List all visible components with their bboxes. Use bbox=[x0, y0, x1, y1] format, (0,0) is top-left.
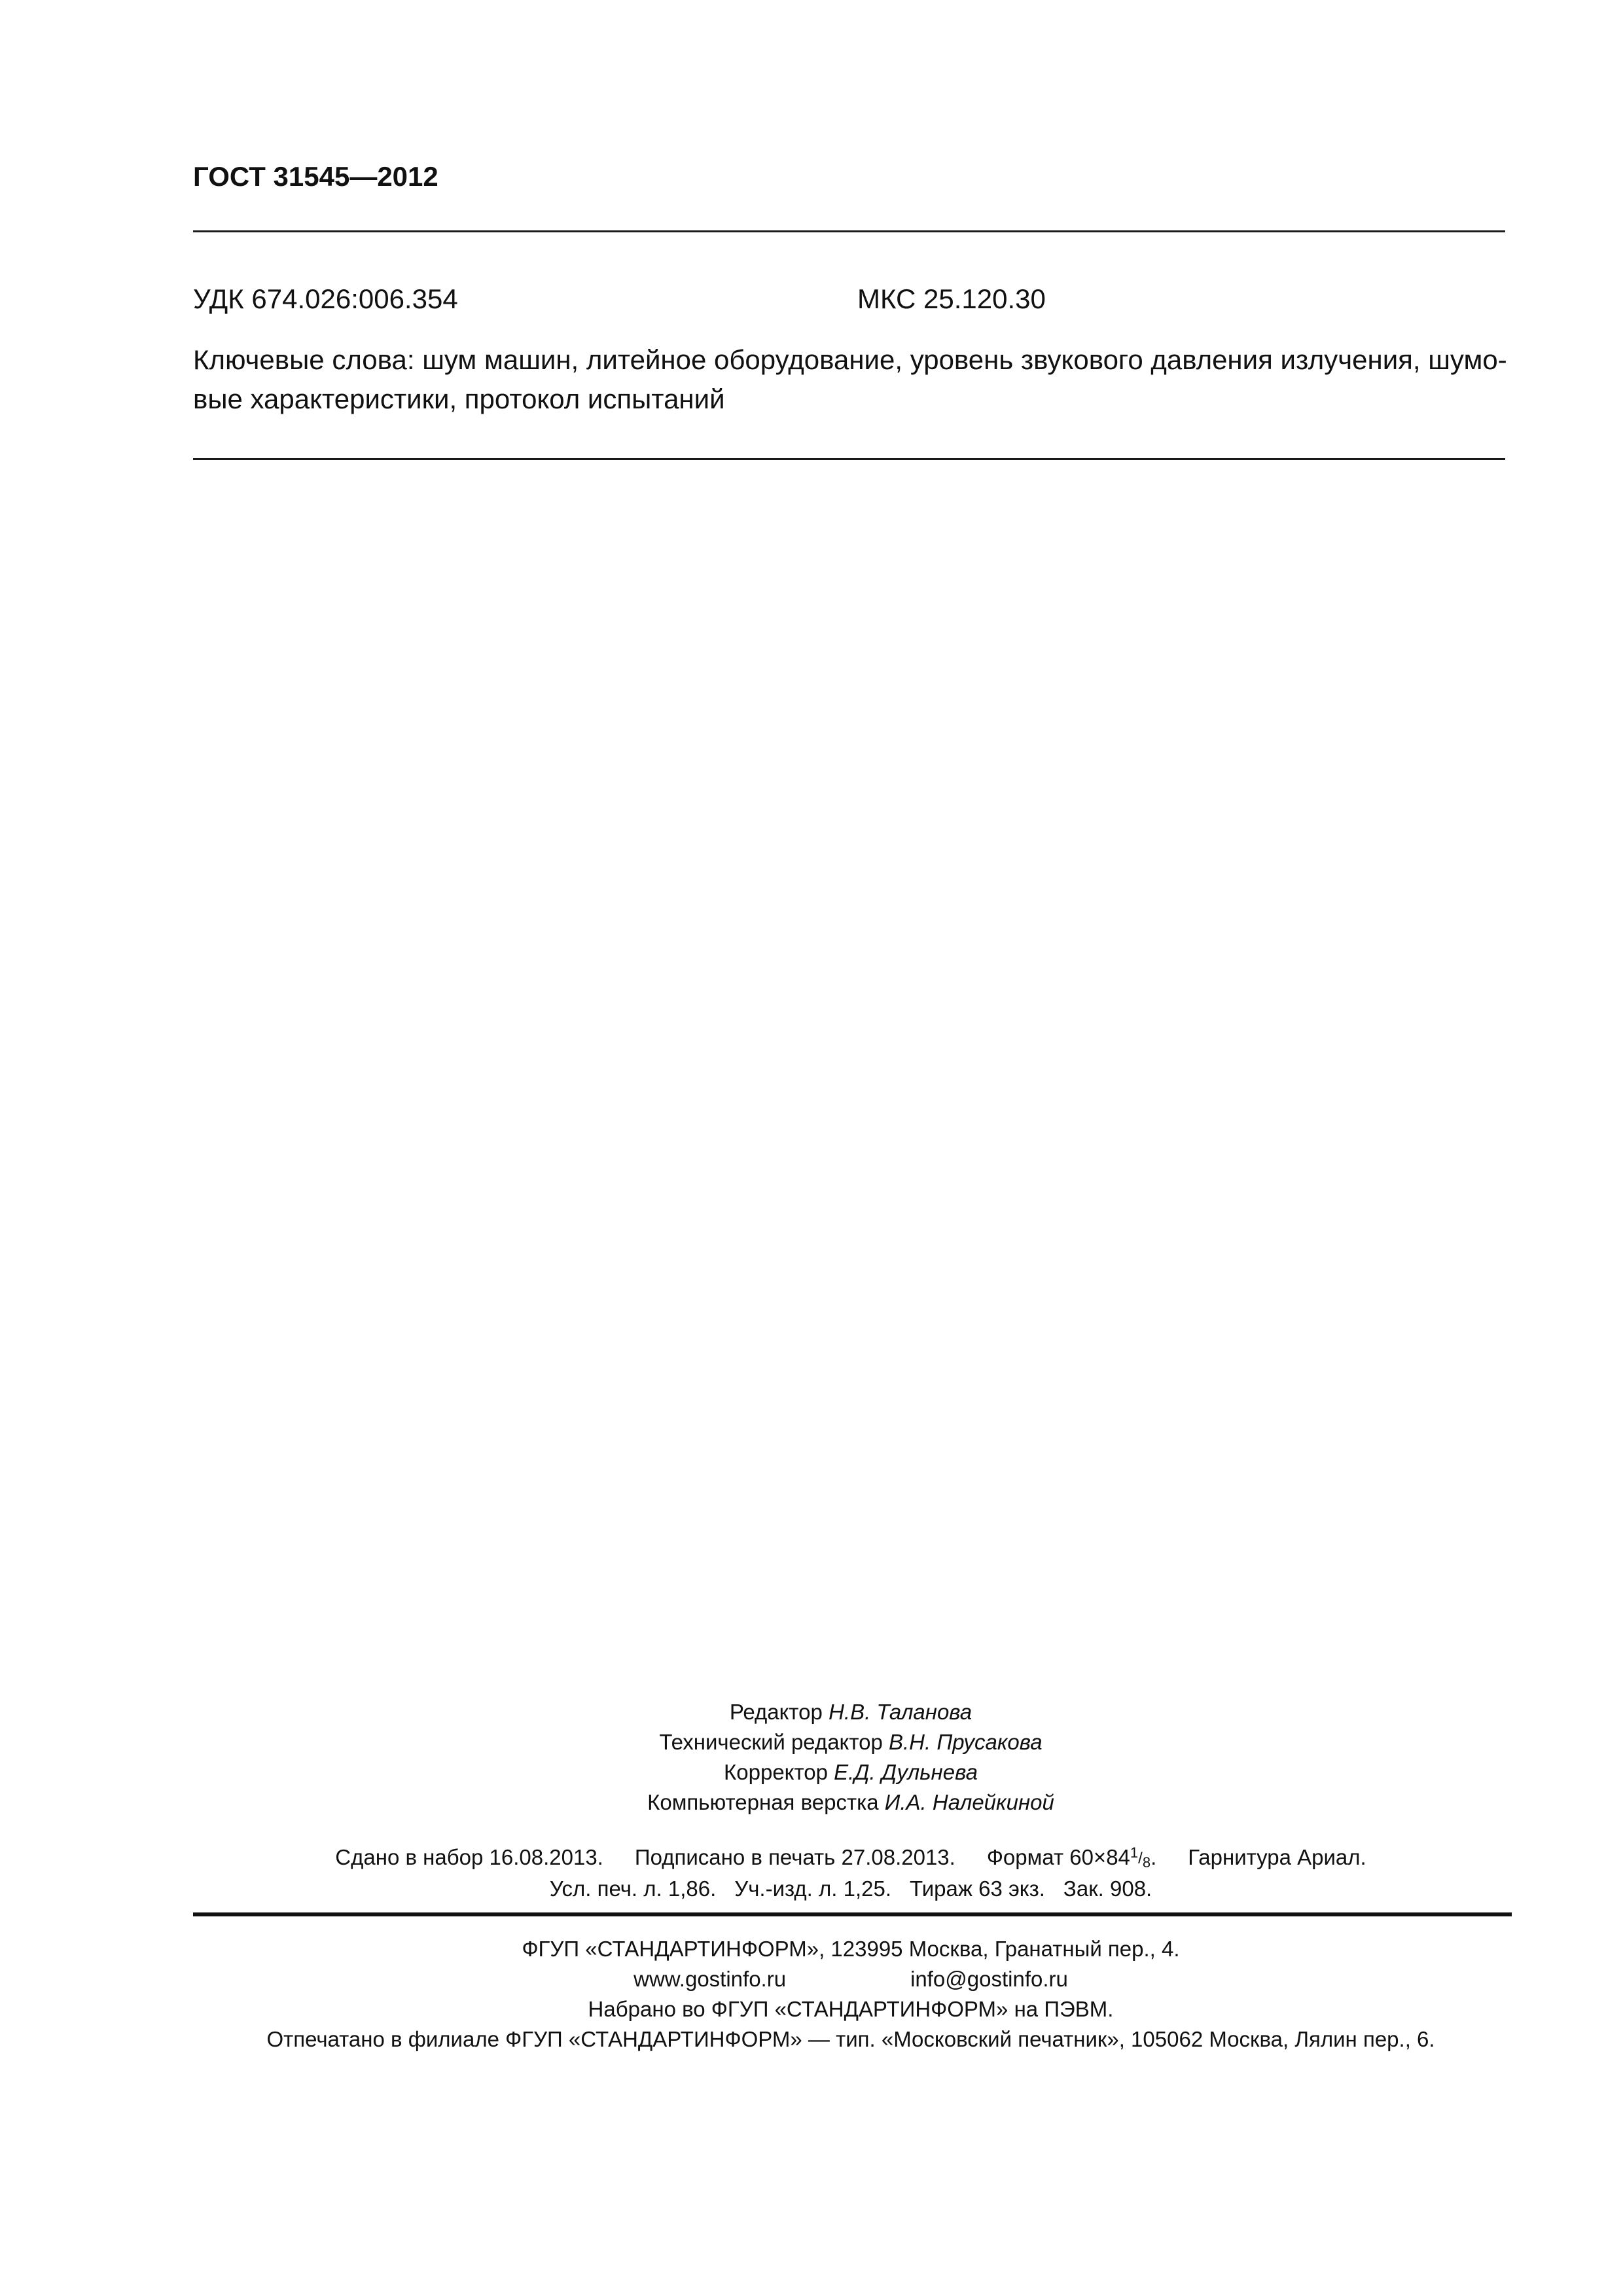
editor-name: Н.В. Таланова bbox=[829, 1700, 972, 1724]
mks-code: МКС 25.120.30 bbox=[857, 283, 1046, 314]
layout-name: И.А. Налейкиной bbox=[884, 1790, 1054, 1814]
top-divider bbox=[193, 230, 1505, 232]
keywords-block bbox=[193, 340, 1508, 419]
print-info-block bbox=[0, 1842, 1623, 1904]
keywords-line-1: Ключевые слова: шум машин, литейное оборудование, уровень звукового давления излучения, шумо- bbox=[193, 344, 1507, 375]
typeface: Гарнитура Ариал. bbox=[1188, 1845, 1366, 1869]
keywords-line-2: вые характеристики, протокол испытаний bbox=[193, 384, 725, 414]
publisher-address: ФГУП «СТАНДАРТИНФОРМ», 123995 Москва, Гранатный пер., 4. bbox=[522, 1937, 1180, 1961]
sent-date: Сдано в набор 16.08.2013. bbox=[335, 1845, 603, 1869]
order-number: Зак. 908. bbox=[1063, 1876, 1152, 1901]
tech-editor-role: Технический редактор bbox=[659, 1730, 889, 1754]
udk-code: УДК 674.026:006.354 bbox=[193, 283, 458, 314]
publisher-block bbox=[0, 1934, 1623, 2054]
print-info-line-2 bbox=[0, 1874, 1623, 1904]
publisher-email: info@gostinfo.ru bbox=[910, 1967, 1068, 1991]
print-sheets: Усл. печ. л. 1,86. bbox=[549, 1876, 717, 1901]
format: Формат 60×84 bbox=[986, 1845, 1130, 1869]
publisher-divider bbox=[193, 1912, 1512, 1916]
corrector-name: Е.Д. Дульнева bbox=[834, 1760, 978, 1784]
layout-line bbox=[0, 1787, 1623, 1818]
credits-block bbox=[0, 1697, 1623, 1818]
format-numerator: 1 bbox=[1130, 1844, 1139, 1861]
print-info-line-1 bbox=[0, 1842, 1623, 1874]
editor-line bbox=[0, 1697, 1623, 1727]
format-end: . bbox=[1150, 1845, 1157, 1869]
format-fraction: $^1/_8$ bbox=[1130, 1844, 1151, 1871]
editor-role: Редактор bbox=[729, 1700, 829, 1724]
publisher-contacts bbox=[0, 1964, 1623, 1994]
layout-role: Компьютерная верстка bbox=[647, 1790, 885, 1814]
signed-date: Подписано в печать 27.08.2013. bbox=[634, 1845, 955, 1869]
printed-info: Отпечатано в филиале ФГУП «СТАНДАРТИНФОРМ» — тип. «Московский печатник», 105062 Москва, Лялин пер., 6. bbox=[266, 2027, 1435, 2051]
format-denominator: 8 bbox=[1142, 1854, 1151, 1871]
pub-sheets: Уч.-изд. л. 1,25. bbox=[734, 1876, 891, 1901]
corrector-role: Корректор bbox=[724, 1760, 834, 1784]
document-code: ГОСТ 31545—2012 bbox=[193, 161, 438, 192]
circulation: Тираж 63 экз. bbox=[910, 1876, 1045, 1901]
tech-editor-line bbox=[0, 1727, 1623, 1757]
typeset-info: Набрано во ФГУП «СТАНДАРТИНФОРМ» на ПЭВМ. bbox=[588, 1997, 1114, 2021]
keywords-divider bbox=[193, 458, 1505, 460]
publisher-website: www.gostinfo.ru bbox=[633, 1967, 787, 1991]
tech-editor-name: В.Н. Прусакова bbox=[888, 1730, 1043, 1754]
corrector-line bbox=[0, 1757, 1623, 1787]
